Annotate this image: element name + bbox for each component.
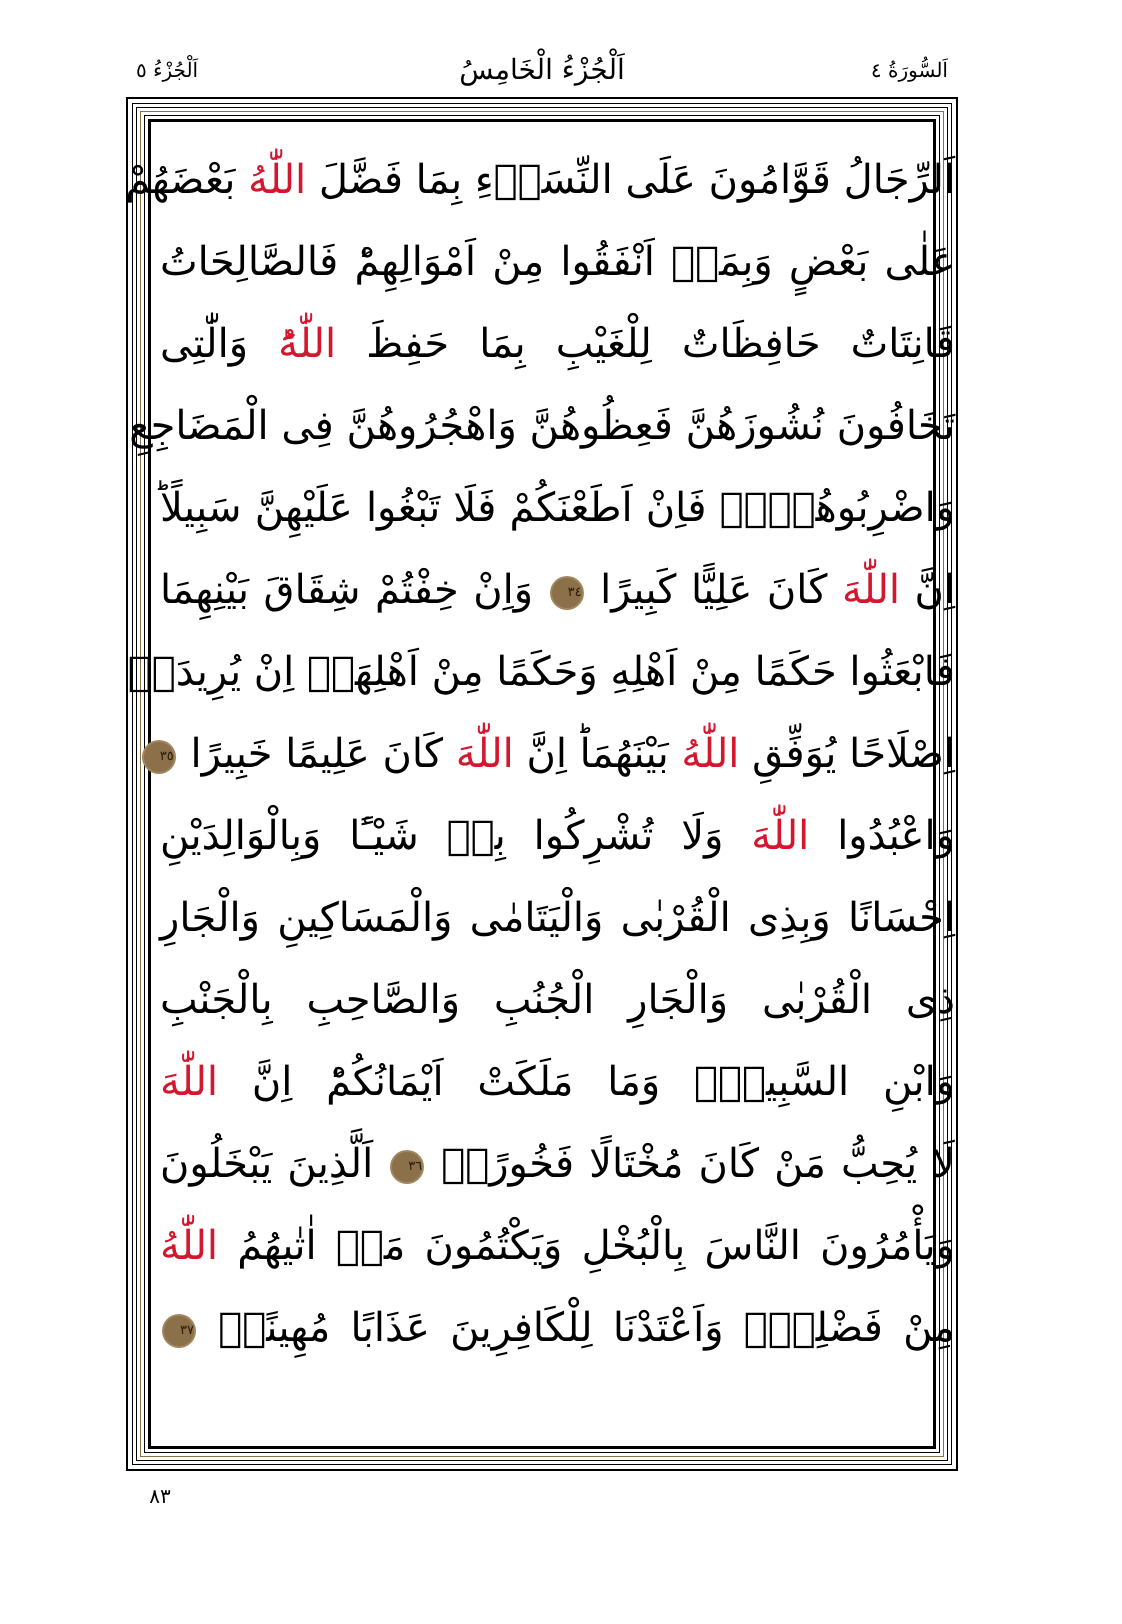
divine-name-text: اللّٰهُ [248,157,307,203]
text-line [129,386,955,466]
verse-text: وَاعْبُدُوا [809,813,955,859]
text-line [160,468,955,548]
verse-text: كَانَ عَلِيًّا كَبِيرًا [585,567,842,613]
verse-text: تَخَافُونَ نُشُوزَهُنَّ فَعِظُوهُنَّ وَاهْجُرُوهُنَّ فِى الْمَضَاجِعِ [129,403,955,449]
verse-text: اِنَّ [900,567,956,613]
text-line [125,140,955,220]
text-line [160,1206,955,1286]
verse-text: قَانِتَاتٌ حَافِظَاتٌ لِلْغَيْبِ بِمَا حَفِظَ [336,321,955,367]
verse-text: بَيْنَهُمَاؕ اِنَّ [513,731,682,777]
verse-text: ذِى الْقُرْبٰى وَالْجَارِ الْجُنُبِ وَالصَّاحِبِ بِالْجَنْبِ [160,977,955,1023]
divine-name-text: اللّٰهَ [751,813,810,859]
verse-number-marker: ٣٥ [144,742,174,772]
text-line [160,550,955,630]
verse-number-marker: ٣٦ [392,1152,422,1182]
text-line [160,304,955,384]
verse-text: وَاضْرِبُوهُنَّۚ فَاِنْ اَطَعْنَكُمْ فَلَا تَبْغُوا عَلَيْهِنَّ سَبِيلًاؕ [160,485,955,531]
quran-text-body [125,140,956,1440]
verse-text: كَانَ عَلِيمًا خَبِيرًا [177,731,456,777]
text-line [160,796,955,876]
verse-text: وَيَأْمُرُونَ النَّاسَ بِالْبُخْلِ وَيَكْتُمُونَ مَاۤ اٰتٰيهُمُ [218,1223,955,1269]
verse-text: لَا يُحِبُّ مَنْ كَانَ مُخْتَالًا فَخُورًاۙ [426,1141,955,1187]
verse-text: وَابْنِ السَّبِيلِۙ وَمَا مَلَكَتْ اَيْمَانُكُمْؕ اِنَّ [218,1059,955,1105]
divine-name-text: اللّٰهَ [842,567,900,613]
verse-text: اَلرِّجَالُ قَوَّامُونَ عَلَى النِّسَاۤءِ بِمَا فَضَّلَ [306,157,955,203]
text-line [127,632,955,712]
text-line [160,1042,955,1122]
page-header [126,50,958,90]
verse-text: عَلٰى بَعْضٍ وَبِمَاۤ اَنْفَقُوا مِنْ اَمْوَالِهِمْؕ فَالصَّالِحَاتُ [160,239,955,285]
text-line [160,714,955,794]
divine-name-text: اللّٰهُؕ [278,321,337,367]
verse-number-marker: ٣٤ [552,578,582,608]
verse-text: وَاِنْ خِفْتُمْ شِقَاقَ بَيْنِهِمَا [160,567,548,613]
verse-text: اَلَّذِينَ يَبْخَلُونَ [160,1141,389,1187]
text-line [160,1124,955,1204]
text-line [160,1288,955,1368]
verse-text: بَعْضَهُمْ [125,157,249,203]
divine-name-text: اللّٰهُ [681,731,740,777]
verse-text: مِنْ فَضْلِهٖؕ وَاَعْتَدْنَا لِلْكَافِرِينَ عَذَابًا مُهِينًاۚ [198,1305,955,1351]
divine-name-text: اللّٰهَ [160,1059,218,1105]
text-line [160,222,955,302]
divine-name-text: اللّٰهُ [160,1223,218,1269]
text-line [160,960,955,1040]
verse-text: وَلَا تُشْرِكُوا بِهٖ شَيْـًٔا وَبِالْوَالِدَيْنِ [160,813,752,859]
verse-text: وَالّٰتِى [160,321,279,367]
text-line [160,878,955,958]
juz-title: اَلْجُزْءُ الْخَامِسُ [459,53,625,86]
verse-number-marker: ٣٧ [164,1316,194,1346]
divine-name-text: اللّٰهَ [455,731,514,777]
verse-text: اِحْسَانًا وَبِذِى الْقُرْبٰى وَالْيَتَامٰى وَالْمَسَاكِينِ وَالْجَارِ [160,895,955,941]
page-number: ٨٣ [149,1484,171,1508]
verse-text: فَابْعَثُوا حَكَمًا مِنْ اَهْلِهِ وَحَكَمًا مِنْ اَهْلِهَاۚ اِنْ يُرِيدَاۤ [127,649,955,695]
juz-indicator: اَلْجُزْءُ ٥ [136,58,199,82]
surah-indicator: اَلسُّورَةُ ٤ [870,58,948,82]
verse-text: اِصْلَاحًا يُوَفِّقِ [739,731,955,777]
